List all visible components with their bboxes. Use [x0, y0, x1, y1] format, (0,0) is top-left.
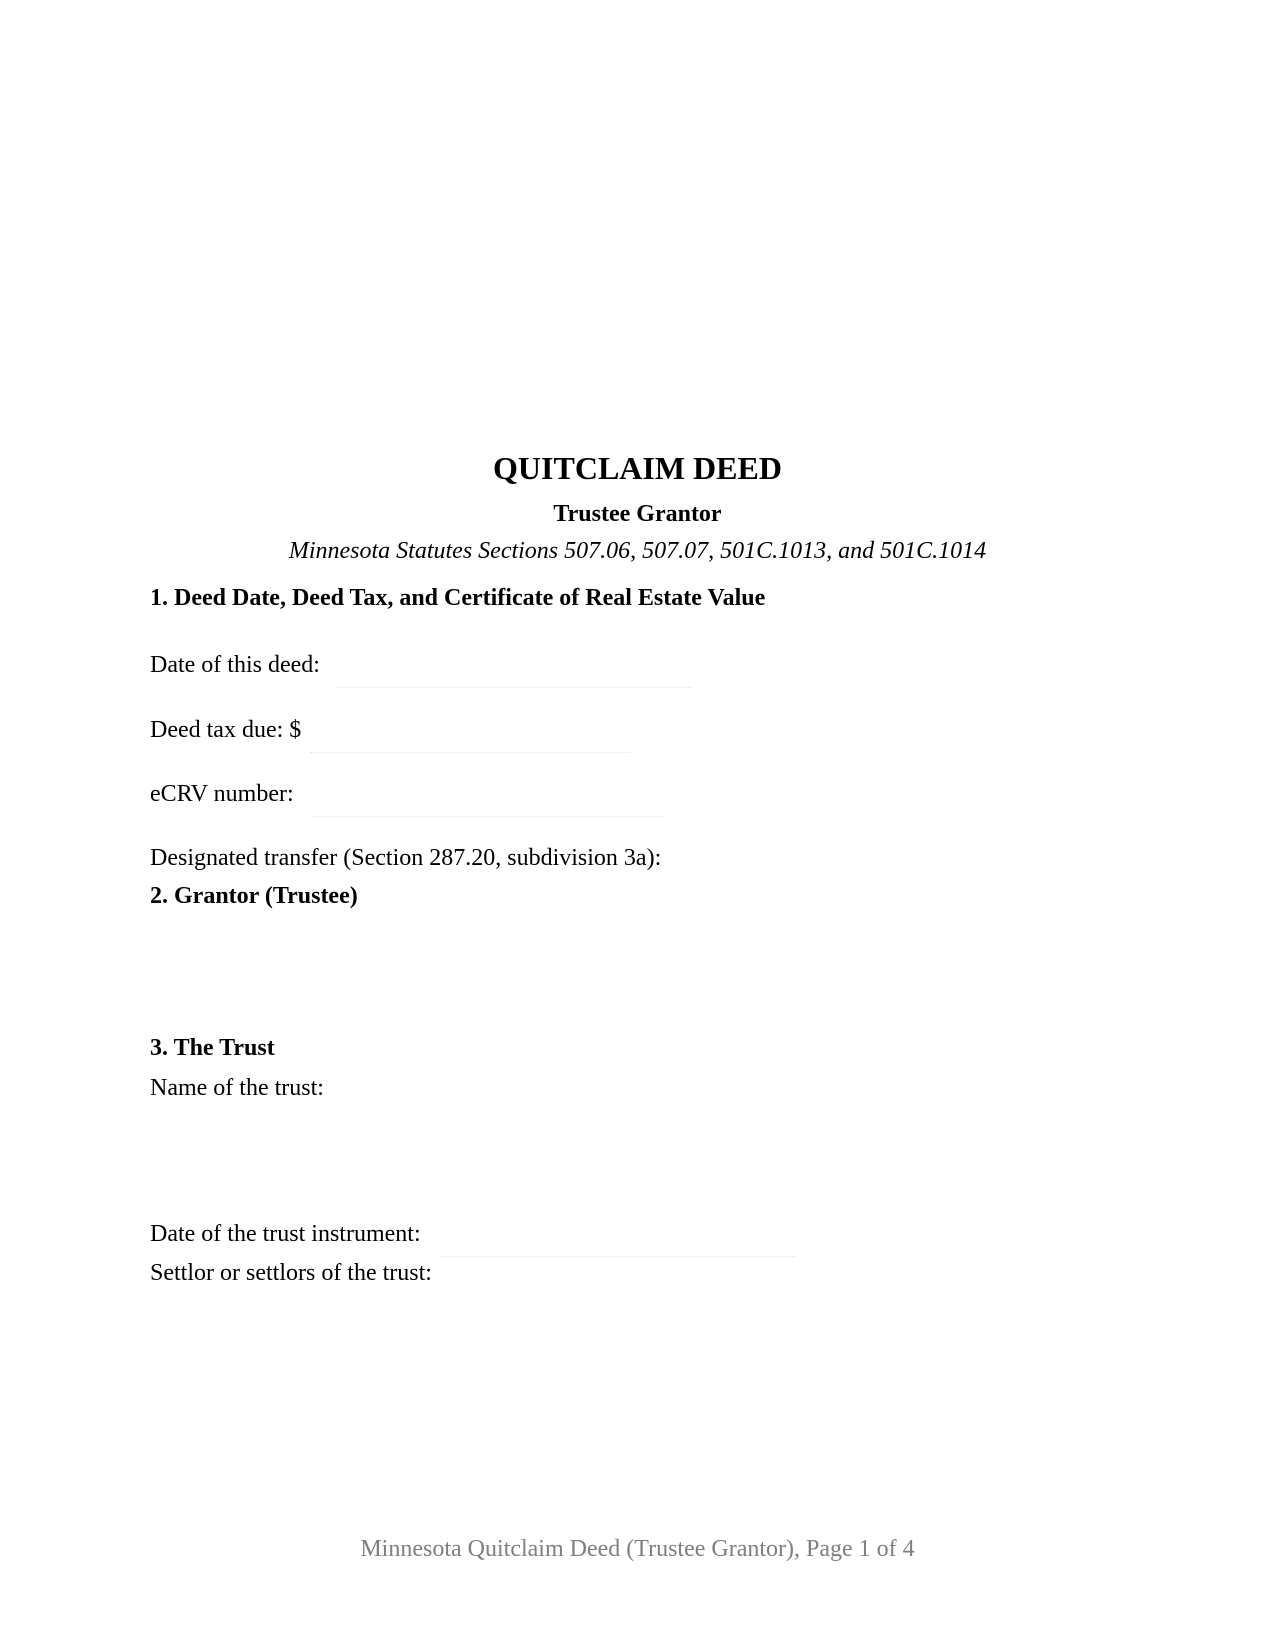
- settlors-label: Settlor or settlors of the trust:: [150, 1260, 432, 1286]
- section-2-heading: 2. Grantor (Trustee): [150, 883, 358, 909]
- ecrv-number-field[interactable]: [310, 816, 665, 817]
- section-1-heading: 1. Deed Date, Deed Tax, and Certificate of Real Estate Value: [150, 585, 766, 611]
- page-footer: Minnesota Quitclaim Deed (Trustee Grantor), Page 1 of 4: [360, 1536, 915, 1562]
- deed-date-field[interactable]: [336, 687, 691, 688]
- document-subtitle: Trustee Grantor: [553, 501, 722, 527]
- trust-name-label: Name of the trust:: [150, 1075, 324, 1101]
- statutes-reference: Minnesota Statutes Sections 507.06, 507.07, 501C.1013, and 501C.1014: [288, 538, 987, 564]
- deed-tax-label: Deed tax due: $: [150, 717, 302, 743]
- ecrv-number-label: eCRV number:: [150, 781, 294, 807]
- designated-transfer-label: Designated transfer (Section 287.20, subdivision 3a):: [150, 845, 662, 871]
- section-3-heading: 3. The Trust: [150, 1035, 275, 1061]
- trust-instrument-date-field[interactable]: [440, 1256, 795, 1257]
- deed-tax-field[interactable]: [310, 752, 630, 753]
- deed-date-label: Date of this deed:: [150, 652, 320, 678]
- document-title: QUITCLAIM DEED: [493, 450, 782, 486]
- trust-instrument-date-label: Date of the trust instrument:: [150, 1221, 421, 1247]
